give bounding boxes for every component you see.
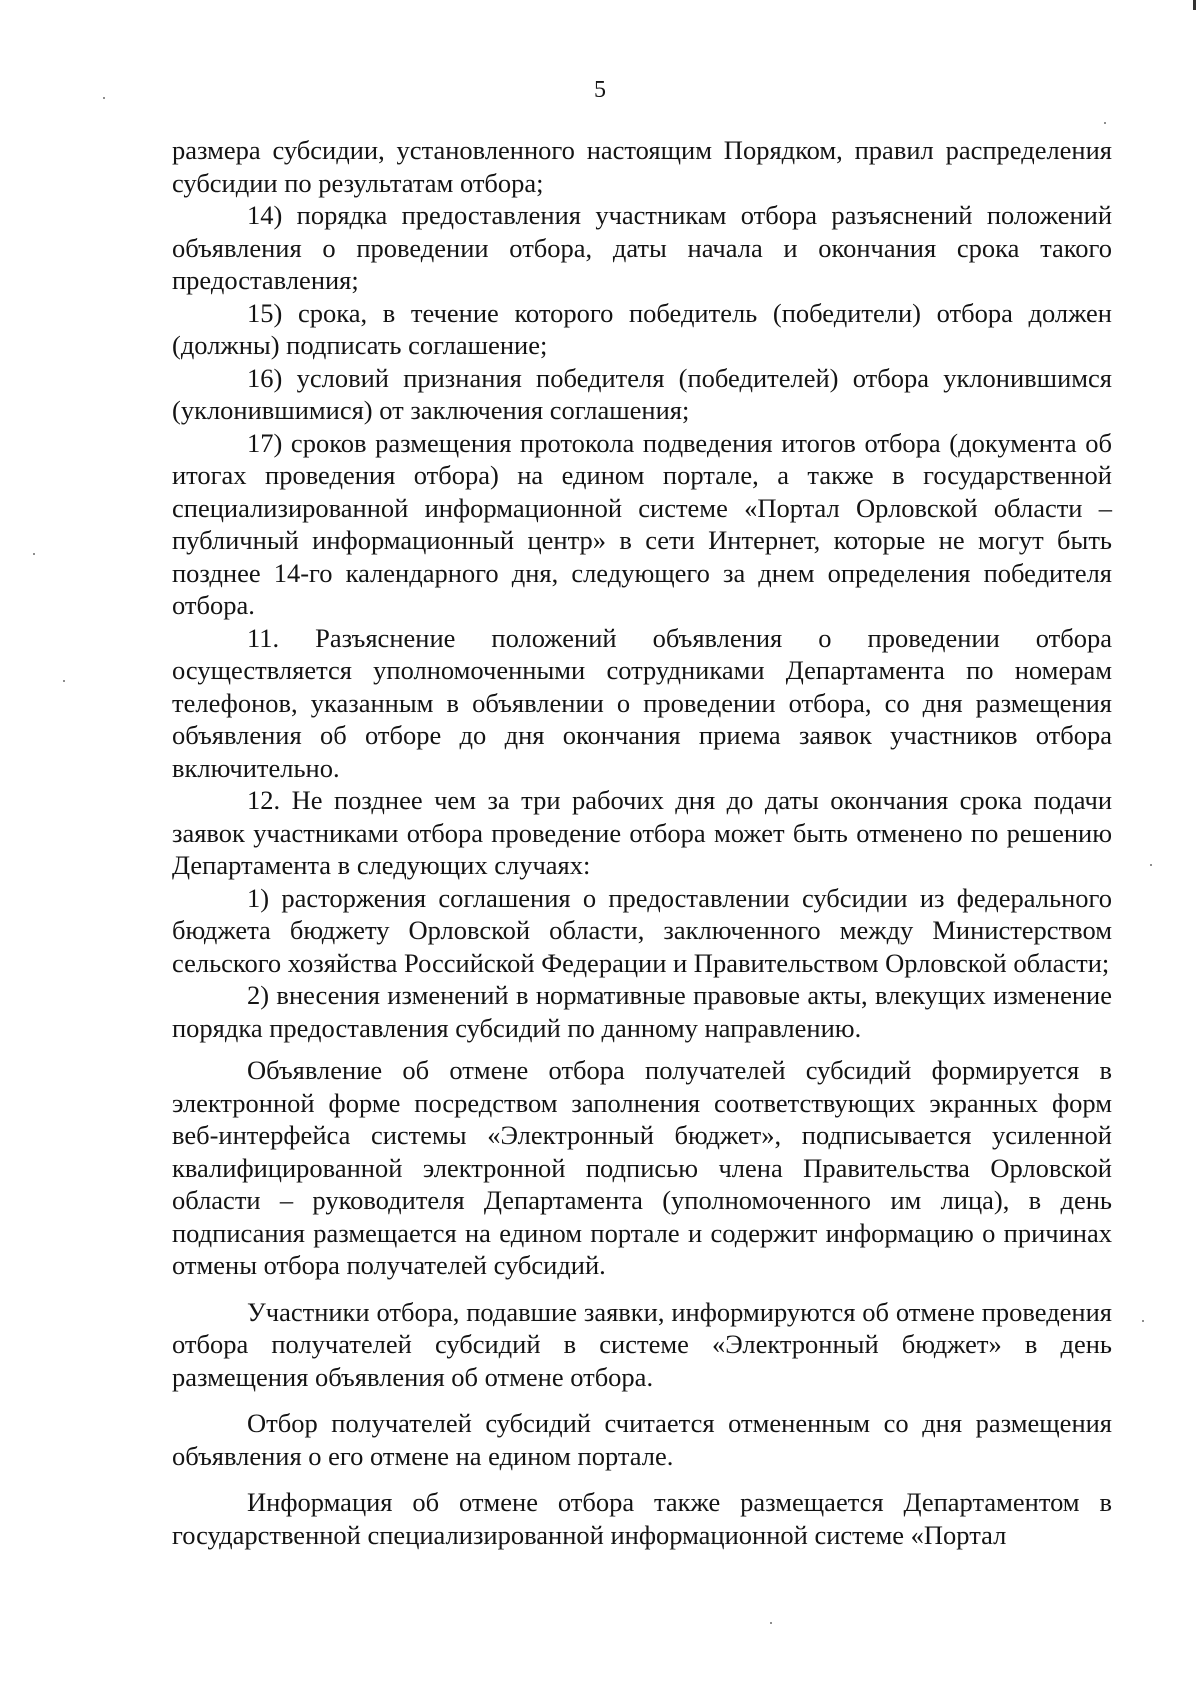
- scan-speck: [103, 97, 105, 99]
- list-item-15: 15) срока, в течение которого победитель (победители) отбора должен (должны) подписать соглашение;: [172, 297, 1112, 360]
- clause-12: 12. Не позднее чем за три рабочих дня до даты окончания срока подачи заявок участниками отбора проведение отбора может быть отменено по решению Департамента в следующих случаях:: [172, 785, 1112, 880]
- list-item-14: 14) порядка предоставления участникам отбора разъяснений положений объявления о проведении отбора, даты начала и окончания срока такого предоставления;: [172, 200, 1112, 295]
- scan-speck: [63, 680, 65, 682]
- paragraph-selection-cancelled: Отбор получателей субсидий считается отмененным со дня размещения объявления о его отмене на едином портале.: [172, 1408, 1112, 1471]
- sub-item-2: 2) внесения изменений в нормативные правовые акты, влекущих изменение порядка предоставления субсидий по данному направлению.: [172, 980, 1112, 1043]
- scan-speck: [1150, 864, 1152, 866]
- document-body: [172, 134, 1112, 1551]
- page-number: 5: [594, 77, 606, 103]
- paragraph-cancellation-notice: Объявление об отмене отбора получателей субсидий формируется в электронной форме посредством заполнения соответствующих экранных форм веб-интерфейса системы «Электронный бюджет», подписывается усиленной квалифицированной электронной подписью члена Правительства Орловской области – руководителя Департамента (уполномоченного им лица), в день подписания размещается на едином портале и содержит информацию о причинах отмены отбора получателей субсидий.: [172, 1055, 1112, 1280]
- clause-11: 11. Разъяснение положений объявления о проведении отбора осуществляется уполномоченными сотрудниками Департамента по номерам телефонов, указанным в объявлении о проведении отбора, со дня размещения объявления об отборе до дня окончания приема заявок участников отбора включительно.: [172, 622, 1112, 783]
- sub-item-1: 1) расторжения соглашения о предоставлении субсидии из федерального бюджета бюджету Орловской области, заключенного между Министерством сельского хозяйства Российской Федерации и Правительством Орловской области;: [172, 882, 1112, 978]
- paragraph-participants-informed: Участники отбора, подавшие заявки, информируются об отмене проведения отбора получателей субсидий в системе «Электронный бюджет» в день размещения объявления об отмене отбора.: [172, 1296, 1112, 1392]
- scan-speck: [33, 553, 35, 555]
- list-item-16: 16) условий признания победителя (победителей) отбора уклонившимся (уклонившимися) от заключения соглашения;: [172, 362, 1112, 425]
- list-item-17: 17) сроков размещения протокола подведения итогов отбора (документа об итогах проведения отбора) на едином портале, а также в государственной специализированной информационной системе «Портал Орловской области – публичный информационный центр» в сети Интернет, которые не могут быть позднее 14-го календарного дня, следующего за днем определения победителя отбора.: [172, 427, 1112, 620]
- scan-edge-mark: [1193, 0, 1196, 10]
- scan-speck: [770, 1622, 772, 1624]
- scan-speck: [1142, 1320, 1144, 1322]
- paragraph-continuation: размера субсидии, установленного настоящим Порядком, правил распределения субсидии по результатам отбора;: [172, 135, 1112, 198]
- scan-speck: [1104, 122, 1106, 124]
- paragraph-portal-information: Информация об отмене отбора также размещается Департаментом в государственной специализированной информационной системе «Портал: [172, 1487, 1112, 1550]
